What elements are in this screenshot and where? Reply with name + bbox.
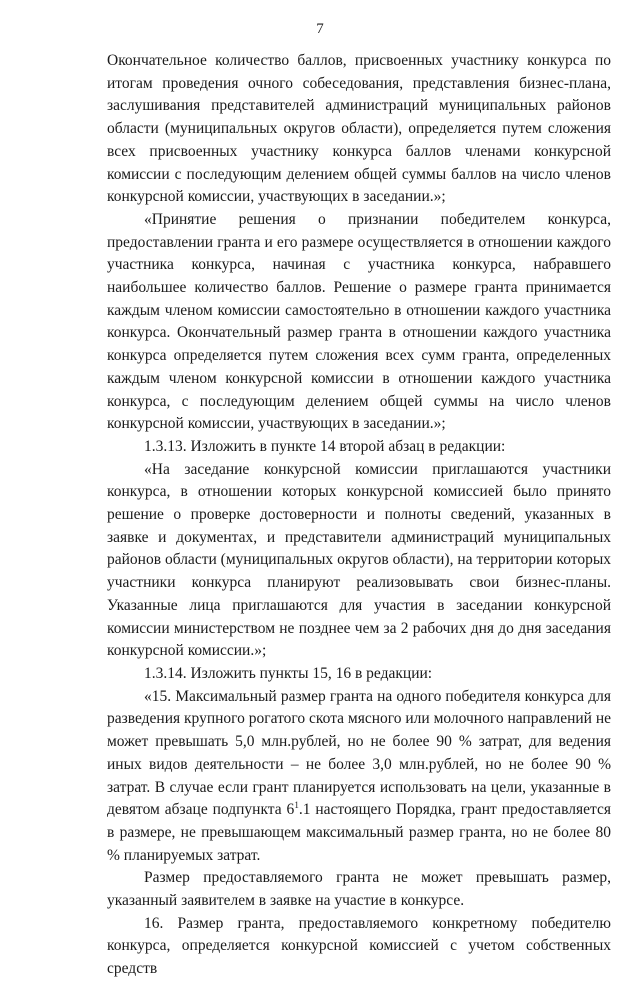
document-body (107, 50, 611, 981)
paragraph-15-max-grant (107, 686, 611, 868)
superscript-index: 1 (294, 800, 299, 811)
paragraph-grant-limit: Размер предоставляемого гранта не может превышать размер, указанный заявителем в заявке на участие в конкурсе. (107, 869, 611, 910)
page-number: 7 (316, 21, 324, 37)
paragraph-15-text-start: «15. Максимальный размер гранта на одного победителя конкурса для разведения крупного рогатого скота мясного или молочного направлений не может превышать 5,0 млн.рублей, но не более 90 % затрат, для ведения иных видов деятельности – не более 3,0 млн.рублей, но не более 90 % затрат. В случае если грант планируется использовать на цели, указанные в девятом абзаце подпункта 6 (107, 687, 612, 819)
paragraph-winner-decision: «Принятие решения о признании победителем конкурса, предоставлении гранта и его размере осуществляется в отношении каждого участника конкурса, начиная с участника конкурса, набравшего наибольшее количество баллов. Решение о размере гранта принимается каждым членом комиссии самостоятельно в отношении каждого участника конкурса. Окончательный размер гранта в отношении каждого участника конкурса определяется путем сложения всех сумм гранта, определенных каждым членом конкурсной комиссии в отношении каждого участника конкурса, с последующим делением общей суммы на число членов конкурсной комиссии, участвующих в заседании.»; (107, 210, 611, 433)
paragraph-item-1-3-13: 1.3.13. Изложить в пункте 14 второй абзац в редакции: (144, 437, 506, 455)
paragraph-15-text-end: .1 настоящего Порядка, грант предоставляется в размере, не превышающем максимальный размер гранта, но не более 80 % планируемых затрат. (107, 801, 611, 864)
paragraph-16-grant-size: 16. Размер гранта, предоставляемого конкретному победителю конкурса, определяется конкурсной комиссией с учетом собственных средств (107, 914, 611, 978)
paragraph-meeting-invitation: «На заседание конкурсной комиссии приглашаются участники конкурса, в отношении которых конкурсной комиссией было принято решение о проверке достоверности и полноты сведений, указанных в заявке и документах, и представители администраций муниципальных районов области (муниципальных округов области), на территории которых участники конкурса планируют реализовывать свои бизнес-планы. Указанные лица приглашаются для участия в заседании конкурсной комиссии министерством не позднее чем за 2 рабочих дня до дня заседания конкурсной комиссии.»; (107, 460, 611, 660)
paragraph-final-score: Окончательное количество баллов, присвоенных участнику конкурса по итогам проведения очного собеседования, представления бизнес-плана, заслушивания представителей администраций муниципальных районов области (муниципальных округов области), определяется путем сложения всех присвоенных участнику конкурса баллов членами конкурсной комиссии с последующим делением общей суммы баллов на число членов конкурсной комиссии, участвующих в заседании.»; (107, 52, 611, 206)
paragraph-item-1-3-14: 1.3.14. Изложить пункты 15, 16 в редакции: (144, 664, 433, 682)
